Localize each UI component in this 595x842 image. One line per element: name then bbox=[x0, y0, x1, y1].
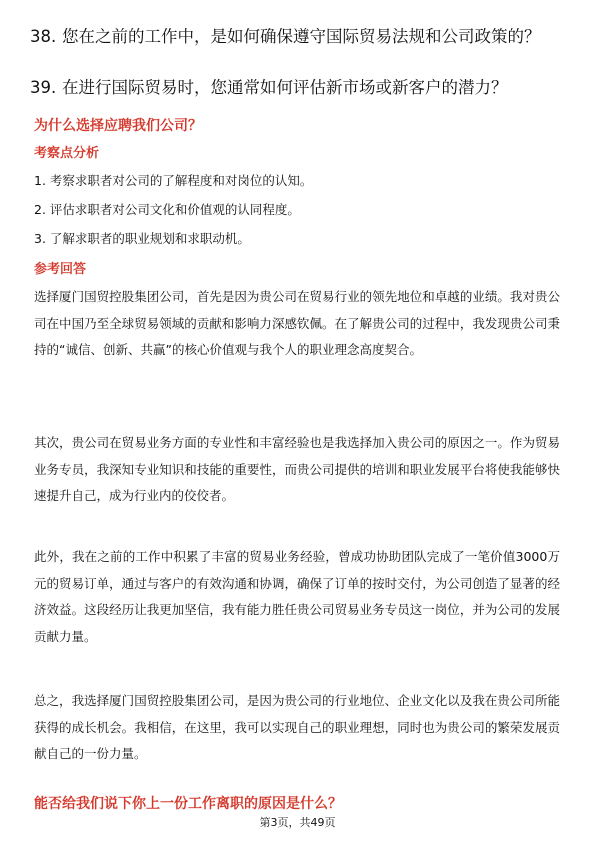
answer-paragraph: 其次，贵公司在贸易业务方面的专业性和丰富经验也是我选择加入贵公司的原因之一。作为贸易业务专员，我深知专业知识和技能的重要性，而贵公司提供的培训和职业发展平台将使我能够快速提升自己，成为行业内的佼佼者。 bbox=[34, 435, 560, 503]
analysis-item: 1. 考察求职者对公司的了解程度和对岗位的认知。 bbox=[34, 173, 313, 188]
question-text: 您在之前的工作中，是如何确保遵守国际贸易法规和公司政策的？ bbox=[62, 27, 541, 46]
answer-paragraph: 总之，我选择厦门国贸控股集团公司，是因为贵公司的行业地位、企业文化以及我在贵公司所能获得的成长机会。我相信，在这里，我可以实现自己的职业理想，同时也为贵公司的繁荣发展贡献自己的一份力量。 bbox=[34, 693, 560, 761]
analysis-title: 考察点分析 bbox=[34, 146, 100, 161]
next-question-title: 能否给我们说下你上一份工作离职的原因是什么？ bbox=[34, 796, 342, 812]
answer-paragraph: 选择厦门国贸控股集团公司，首先是因为贵公司在贸易行业的领先地位和卓越的业绩。我对贵公司在中国乃至全球贸易领域的贡献和影响力深感钦佩。在了解贵公司的过程中，我发现贵公司秉持的“诚信、创新、共赢”的核心价值观与我个人的职业理念高度契合。 bbox=[34, 289, 560, 357]
answer-paragraph: 此外，我在之前的工作中积累了丰富的贸易业务经验，曾成功协助团队完成了一笔价值3000万元的贸易订单，通过与客户的有效沟通和协调，确保了订单的按时交付，为公司创造了显著的经济效益。这段经历让我更加坚信，我有能力胜任贵公司贸易业务专员这一岗位，并为公司的发展贡献力量。 bbox=[34, 549, 560, 644]
question-38 bbox=[30, 26, 570, 70]
answer-title: 参考回答 bbox=[34, 262, 87, 277]
section-title: 为什么选择应聘我们公司？ bbox=[34, 118, 202, 134]
analysis-item: 2. 评估求职者对公司文化和价值观的认同程度。 bbox=[34, 202, 300, 217]
question-number: 39. bbox=[30, 78, 57, 97]
analysis-item: 3. 了解求职者的职业规划和求职动机。 bbox=[34, 231, 250, 246]
question-39 bbox=[30, 77, 570, 99]
question-text: 在进行国际贸易时，您通常如何评估新市场或新客户的潜力？ bbox=[62, 78, 508, 97]
page-footer: 第3页，共49页 bbox=[259, 816, 336, 829]
question-number: 38. bbox=[30, 27, 57, 46]
